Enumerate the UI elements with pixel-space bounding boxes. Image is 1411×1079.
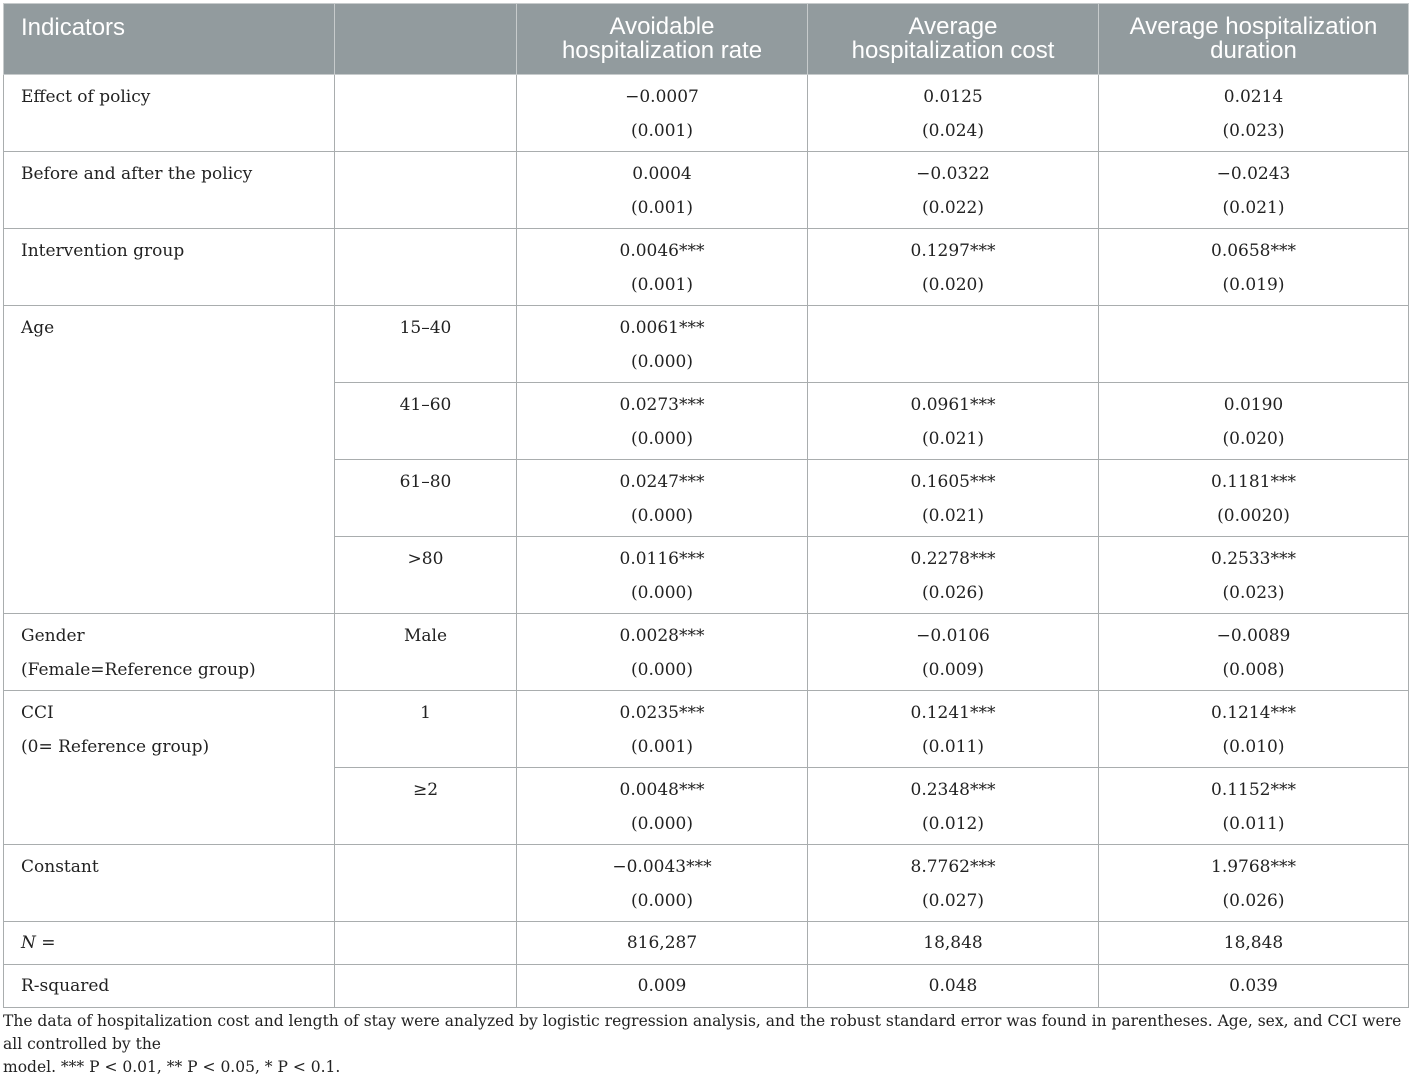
footnote-line2: model. *** P < 0.01, ** P < 0.05, * P < 0.1. <box>3 1058 341 1076</box>
coefficient <box>1099 311 1408 345</box>
value-cell <box>1099 229 1409 306</box>
standard-error: (0.020) <box>922 275 984 295</box>
coefficient: 8.7762*** <box>910 857 996 877</box>
value-cell <box>1099 383 1409 460</box>
n-equals: = <box>35 933 56 953</box>
header-subgroup <box>335 4 517 75</box>
value-cell <box>517 229 808 306</box>
standard-error <box>1099 345 1408 379</box>
value-cell <box>517 845 808 922</box>
value-cell <box>808 965 1099 1008</box>
value-cell <box>517 768 808 845</box>
table-row-intervention-group <box>4 229 1409 306</box>
n-symbol: N <box>21 933 36 953</box>
coefficient: 0.1241*** <box>910 703 996 723</box>
subgroup-label: 61–80 <box>399 472 452 492</box>
coefficient: 0.0028*** <box>619 626 705 646</box>
value-cell <box>808 152 1099 229</box>
row-label <box>4 614 335 691</box>
coefficient: 0.1181*** <box>1211 472 1296 492</box>
standard-error: (0.000) <box>631 352 693 372</box>
coefficient: −0.0243 <box>1216 164 1291 184</box>
value-cell <box>1099 75 1409 152</box>
standard-error: (0.000) <box>631 429 693 449</box>
standard-error: (0.001) <box>631 198 693 218</box>
standard-error: (0.026) <box>922 583 984 603</box>
header-average-cost <box>808 4 1099 75</box>
standard-error: (0.0020) <box>1217 506 1290 526</box>
table-footnote <box>3 1010 1408 1079</box>
value-cell <box>1099 306 1409 383</box>
value-cell <box>517 614 808 691</box>
value-cell <box>1099 537 1409 614</box>
header-avoidable-rate-line1: Avoidable <box>609 13 715 40</box>
subgroup-label: ≥2 <box>412 780 439 800</box>
coefficient: 0.1152*** <box>1211 780 1296 800</box>
value-cell <box>1099 768 1409 845</box>
value-cell <box>808 614 1099 691</box>
header-avoidable-rate <box>517 4 808 75</box>
value-cell <box>808 768 1099 845</box>
table-row-gender <box>4 614 1409 691</box>
coefficient: 0.0658*** <box>1211 241 1296 261</box>
standard-error <box>808 345 1098 379</box>
value-cell <box>808 75 1099 152</box>
standard-error: (0.001) <box>631 121 693 141</box>
table-row-n <box>4 922 1409 965</box>
r-squared-value: 0.009 <box>637 976 687 996</box>
coefficient: 0.0046*** <box>619 241 705 261</box>
header-average-cost-line1: Average <box>908 13 998 40</box>
value-cell <box>808 922 1099 965</box>
standard-error: (0.021) <box>1222 198 1285 218</box>
coefficient <box>808 311 1098 345</box>
row-label <box>4 845 335 922</box>
sample-size: 18,848 <box>1223 933 1284 953</box>
row-label-text: CCI <box>21 703 54 723</box>
coefficient: 0.0061*** <box>619 318 705 338</box>
subgroup-cell <box>335 306 517 383</box>
row-label-text: Age <box>21 318 55 338</box>
standard-error: (0.011) <box>1222 814 1285 834</box>
subgroup-cell <box>335 75 517 152</box>
row-label-note: (0= Reference group) <box>21 737 210 757</box>
coefficient: 0.2533*** <box>1211 549 1296 569</box>
standard-error: (0.021) <box>922 506 984 526</box>
subgroup-cell <box>335 768 517 845</box>
value-cell <box>1099 922 1409 965</box>
value-cell <box>517 691 808 768</box>
standard-error: (0.023) <box>1222 583 1285 603</box>
value-cell <box>517 306 808 383</box>
coefficient: −0.0106 <box>916 626 990 646</box>
coefficient: 0.0048*** <box>619 780 705 800</box>
coefficient: 0.0116*** <box>619 549 705 569</box>
coefficient: 0.1605*** <box>910 472 996 492</box>
standard-error: (0.022) <box>922 198 984 218</box>
standard-error: (0.011) <box>922 737 984 757</box>
value-cell <box>1099 691 1409 768</box>
coefficient: 0.0004 <box>632 164 692 184</box>
row-label <box>4 229 335 306</box>
value-cell <box>517 383 808 460</box>
table-row-effect-of-policy <box>4 75 1409 152</box>
row-label <box>4 691 335 845</box>
standard-error: (0.008) <box>1222 660 1285 680</box>
row-label-text: Constant <box>21 857 99 877</box>
value-cell <box>517 922 808 965</box>
standard-error: (0.001) <box>631 275 693 295</box>
row-label-text: Effect of policy <box>21 87 151 107</box>
subgroup-cell <box>335 845 517 922</box>
standard-error: (0.010) <box>1222 737 1285 757</box>
coefficient: −0.0007 <box>625 87 699 107</box>
row-label <box>4 922 335 965</box>
coefficient: 0.0235*** <box>619 703 705 723</box>
value-cell <box>1099 845 1409 922</box>
table-row-r-squared <box>4 965 1409 1008</box>
header-average-duration-line2: duration <box>1210 37 1297 64</box>
standard-error: (0.020) <box>1222 429 1285 449</box>
value-cell <box>517 965 808 1008</box>
r-squared-value: 0.039 <box>1229 976 1278 996</box>
standard-error: (0.019) <box>1222 275 1285 295</box>
coefficient: −0.0043*** <box>612 857 712 877</box>
value-cell <box>808 691 1099 768</box>
coefficient: 0.0247*** <box>619 472 705 492</box>
coefficient: 0.0190 <box>1223 395 1284 415</box>
value-cell <box>1099 152 1409 229</box>
subgroup-cell <box>335 965 517 1008</box>
coefficient: 0.2348*** <box>910 780 996 800</box>
value-cell <box>1099 614 1409 691</box>
standard-error: (0.024) <box>922 121 984 141</box>
value-cell <box>517 460 808 537</box>
standard-error: (0.012) <box>922 814 984 834</box>
subgroup-cell <box>335 229 517 306</box>
value-cell <box>517 537 808 614</box>
standard-error: (0.021) <box>922 429 984 449</box>
value-cell <box>1099 965 1409 1008</box>
standard-error: (0.001) <box>631 737 693 757</box>
subgroup-label: 41–60 <box>399 395 452 415</box>
coefficient: 0.0125 <box>923 87 983 107</box>
row-label <box>4 306 335 614</box>
r-squared-value: 0.048 <box>928 976 978 996</box>
value-cell <box>1099 460 1409 537</box>
subgroup-label: 15–40 <box>399 318 452 338</box>
header-indicators: Indicators <box>4 4 335 75</box>
subgroup-label: 1 <box>420 703 431 723</box>
value-cell <box>517 75 808 152</box>
coefficient: 0.1297*** <box>910 241 996 261</box>
standard-error: (0.000) <box>631 583 693 603</box>
standard-error: (0.027) <box>922 891 984 911</box>
header-average-duration <box>1099 4 1409 75</box>
value-cell <box>808 306 1099 383</box>
row-label-text: Intervention group <box>21 241 185 261</box>
row-label <box>4 152 335 229</box>
header-average-duration-line1: Average hospitalization <box>1129 13 1378 40</box>
standard-error: (0.000) <box>631 814 693 834</box>
row-label-text: R-squared <box>21 976 110 996</box>
value-cell <box>808 383 1099 460</box>
standard-error: (0.023) <box>1222 121 1285 141</box>
row-label-text: Before and after the policy <box>21 164 253 184</box>
subgroup-cell <box>335 152 517 229</box>
table-row-before-after-policy <box>4 152 1409 229</box>
value-cell <box>808 229 1099 306</box>
value-cell <box>808 537 1099 614</box>
row-label <box>4 75 335 152</box>
sample-size: 816,287 <box>626 933 698 953</box>
row-label-text: Gender <box>21 626 85 646</box>
header-average-cost-line2: hospitalization cost <box>851 37 1055 64</box>
row-label-note: (Female=Reference group) <box>21 660 256 680</box>
row-label <box>4 965 335 1008</box>
subgroup-cell <box>335 460 517 537</box>
value-cell <box>808 460 1099 537</box>
coefficient: 0.1214*** <box>1211 703 1296 723</box>
subgroup-cell <box>335 537 517 614</box>
row-label-text <box>21 926 334 960</box>
coefficient: −0.0089 <box>1216 626 1291 646</box>
subgroup-cell <box>335 691 517 768</box>
subgroup-cell <box>335 383 517 460</box>
subgroup-label: >80 <box>407 549 444 569</box>
sample-size: 18,848 <box>923 933 983 953</box>
coefficient: 0.0273*** <box>619 395 705 415</box>
subgroup-cell <box>335 922 517 965</box>
standard-error: (0.000) <box>631 506 693 526</box>
coefficient: 0.2278*** <box>910 549 996 569</box>
coefficient: 0.0214 <box>1223 87 1284 107</box>
table-row-age-15-40 <box>4 306 1409 383</box>
coefficient: 0.0961*** <box>910 395 996 415</box>
table-row-constant <box>4 845 1409 922</box>
footnote-line1: The data of hospitalization cost and length of stay were analyzed by logistic regression analysis, and the robust standard error was found in parentheses. Age, sex, and CCI were all controlled by the <box>3 1012 1402 1053</box>
coefficient: −0.0322 <box>916 164 990 184</box>
header-avoidable-rate-line2: hospitalization rate <box>561 37 763 64</box>
coefficient: 1.9768*** <box>1211 857 1296 877</box>
value-cell <box>808 845 1099 922</box>
subgroup-label: Male <box>403 626 448 646</box>
regression-table <box>3 3 1409 1008</box>
subgroup-cell <box>335 614 517 691</box>
standard-error: (0.000) <box>631 891 693 911</box>
table-row-cci-1 <box>4 691 1409 768</box>
standard-error: (0.009) <box>922 660 984 680</box>
standard-error: (0.026) <box>1222 891 1285 911</box>
value-cell <box>517 152 808 229</box>
table-header-row <box>4 4 1409 75</box>
standard-error: (0.000) <box>631 660 693 680</box>
